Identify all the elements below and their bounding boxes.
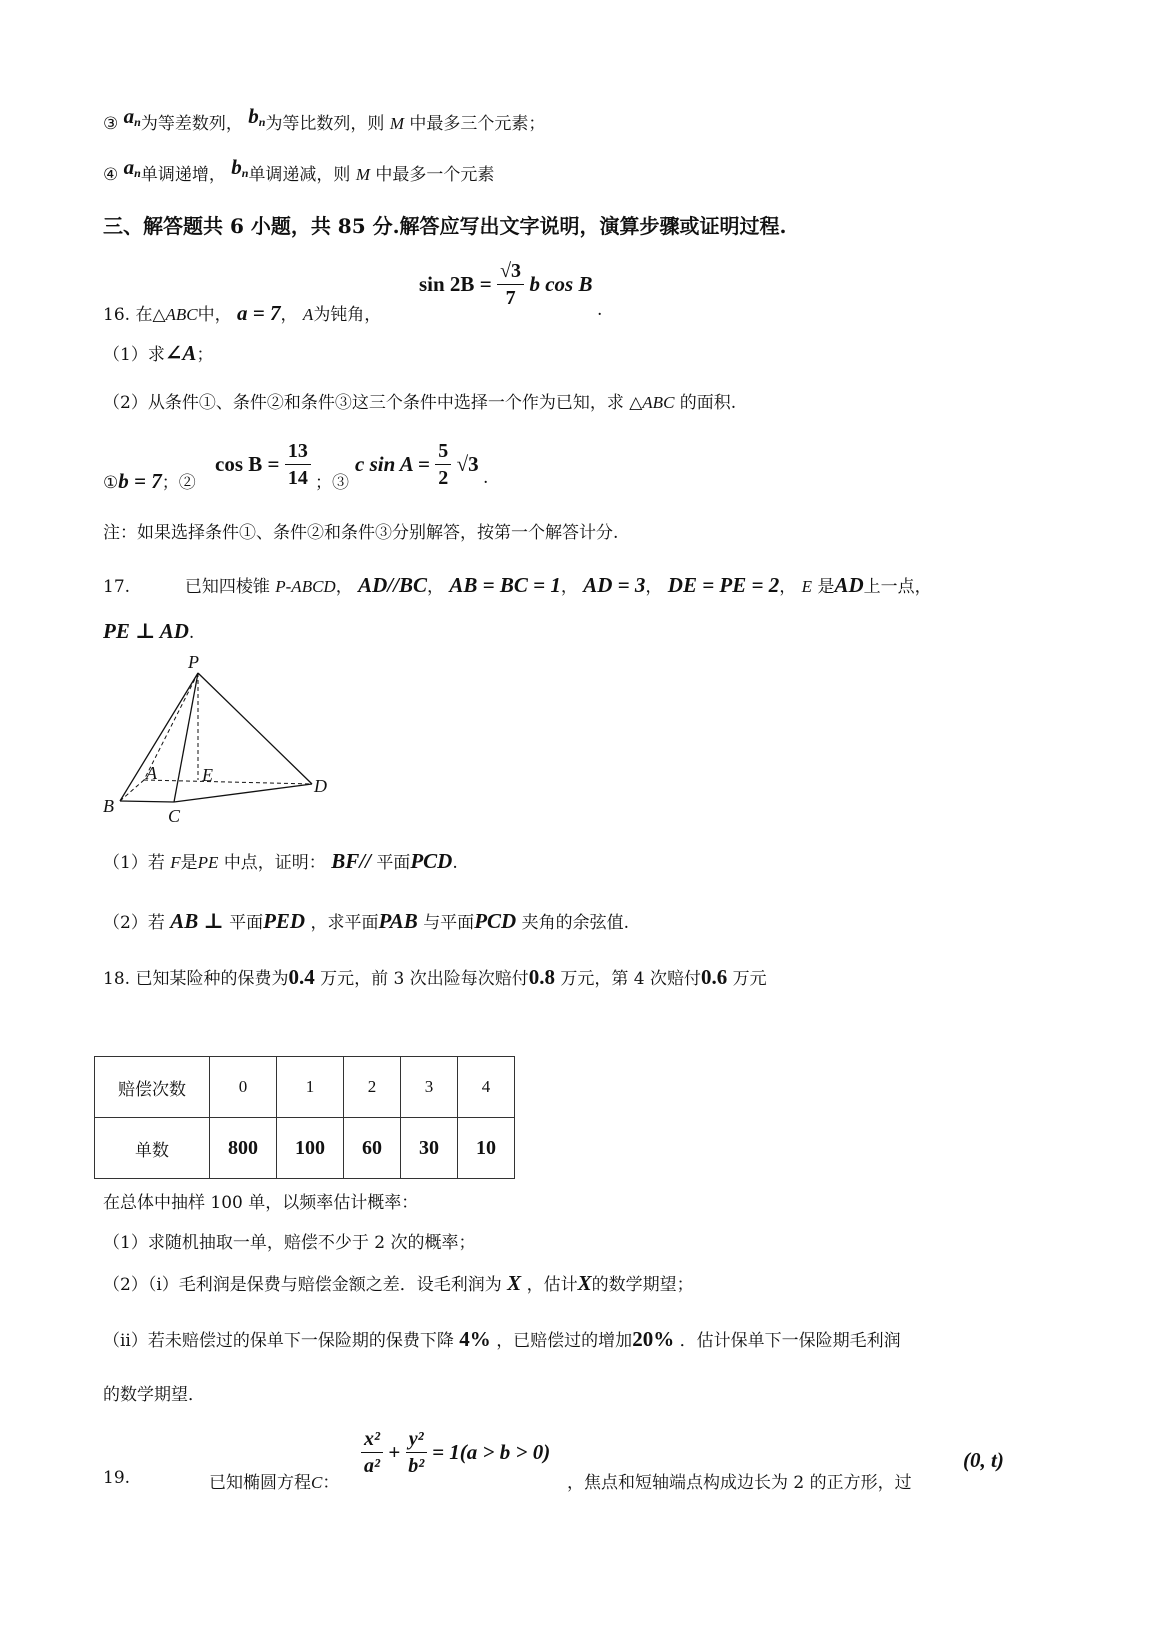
condition-1: b = 7 <box>118 469 162 493</box>
statement-3: ③ $a_n$为等差数列， $b_n$为等比数列，则 M 中最多三个元素； <box>103 104 546 134</box>
table-row: 单数 800 100 60 30 10 <box>95 1118 515 1179</box>
question-16-note: 注：如果选择条件①、条件②和条件③分别解答，按第一个解答计分. <box>103 523 619 543</box>
math-M: M <box>355 165 371 184</box>
claims-table <box>94 1056 515 1179</box>
question-16-stem: 16. 在△ABC中， a = 7， A为钝角， sin 2B = $\frac{√3}{7}$ b cos B . <box>103 260 603 325</box>
label-A: A <box>146 763 157 783</box>
edge-CD <box>174 784 312 802</box>
question-16-part2: （2）从条件①、条件②和条件③这三个条件中选择一个作为已知，求 △ABC 的面积. <box>103 393 737 413</box>
point-0-t: (0, t) <box>963 1448 1004 1472</box>
formula-sin2B: sin 2B = $\frac{√3}{7}$ b cos B <box>419 260 593 309</box>
math-b: $b_n$ <box>248 104 266 129</box>
question-17-stem: 17. 已知四棱锥 P-ABCD， AD//BC， AB = BC = 1， AD = 3， DE = PE = 2， E 是AD上一点， <box>103 573 932 597</box>
math-b: $b_n$ <box>231 155 249 180</box>
question-19-stem: 19. 已知椭圆方程C： $\frac{\text{x²}}{\text{a²}}$ + $\frac{\text{y²}}{\text{b²}}$ = 1(a > b > 0) ，焦点和短轴端点构成边长为 2 的正方形，过 (0, t) <box>103 1428 1004 1493</box>
pyramid-figure <box>98 652 348 832</box>
question-18-part2-i: （2）（i）毛利润是保费与赔偿金额之差．设毛利润为 X ，估计X的数学期望； <box>103 1271 694 1295</box>
edge-BC <box>120 801 174 802</box>
statement-4: ④ $a_n$单调递增， $b_n$单调递减，则 M 中最多一个元素 <box>103 155 495 185</box>
table-row: 赔偿次数 0 1 2 3 4 <box>95 1057 515 1118</box>
math-a-eq-7: a = 7 <box>237 301 281 325</box>
math-angle-A: ∠A <box>164 341 197 365</box>
question-18-part2-ii-cont: 的数学期望． <box>103 1385 205 1405</box>
question-18-part2-ii: （ii）若未赔偿过的保单下一保险期的保费下降 4% ，已赔偿过的增加20% ．估计保单下一保险期毛利润 <box>103 1327 901 1351</box>
label-E: E <box>202 765 213 785</box>
section-heading: 三、解答题共 6 小题，共 85 分.解答应写出文字说明，演算步骤或证明过程. <box>103 214 787 238</box>
label-P: P <box>188 652 199 672</box>
label-D: D <box>314 776 327 796</box>
question-17-stem-cont: PE ⊥ AD. <box>103 619 195 643</box>
math-a: $a_n$ <box>123 104 141 129</box>
question-18-stem: 18. 已知某险种的保费为0.4 万元，前 3 次出险每次赔付0.8 万元，第 4 次赔付0.6 万元 <box>103 965 767 989</box>
question-16-part1: （1）求∠A； <box>103 341 214 365</box>
math-a: $a_n$ <box>123 155 141 180</box>
question-18-part1: （1）求随机抽取一单，赔偿不少于 2 次的概率； <box>103 1233 476 1253</box>
edge-PD <box>198 673 312 784</box>
edge-BA <box>120 780 144 801</box>
condition-3: c sin A = $\frac{5}{2}$ √3 <box>355 440 479 489</box>
question-16-conditions: ①b = 7；② cos B = $\frac{13}{14}$ ；③ c sin A = $\frac{5}{2}$ √3 . <box>103 440 489 493</box>
label-C: C <box>168 806 181 826</box>
question-18-sample: 在总体中抽样 100 单，以频率估计概率： <box>103 1193 419 1213</box>
label-B: B <box>103 796 114 816</box>
condition-2: cos B = $\frac{13}{14}$ <box>215 438 311 491</box>
math-M: M <box>389 114 405 133</box>
ellipse-equation: $\frac{\text{x²}}{\text{a²}}$ + $\frac{\text{y²}}{\text{b²}}$ = 1(a > b > 0) <box>361 1426 550 1479</box>
question-17-part1: （1）若 F是PE 中点，证明： BF// 平面PCD. <box>103 849 458 873</box>
question-17-part2: （2）若 AB ⊥ 平面PED ，求平面PAB 与平面PCD 夹角的余弦值. <box>103 909 629 933</box>
edge-AD <box>144 780 312 784</box>
